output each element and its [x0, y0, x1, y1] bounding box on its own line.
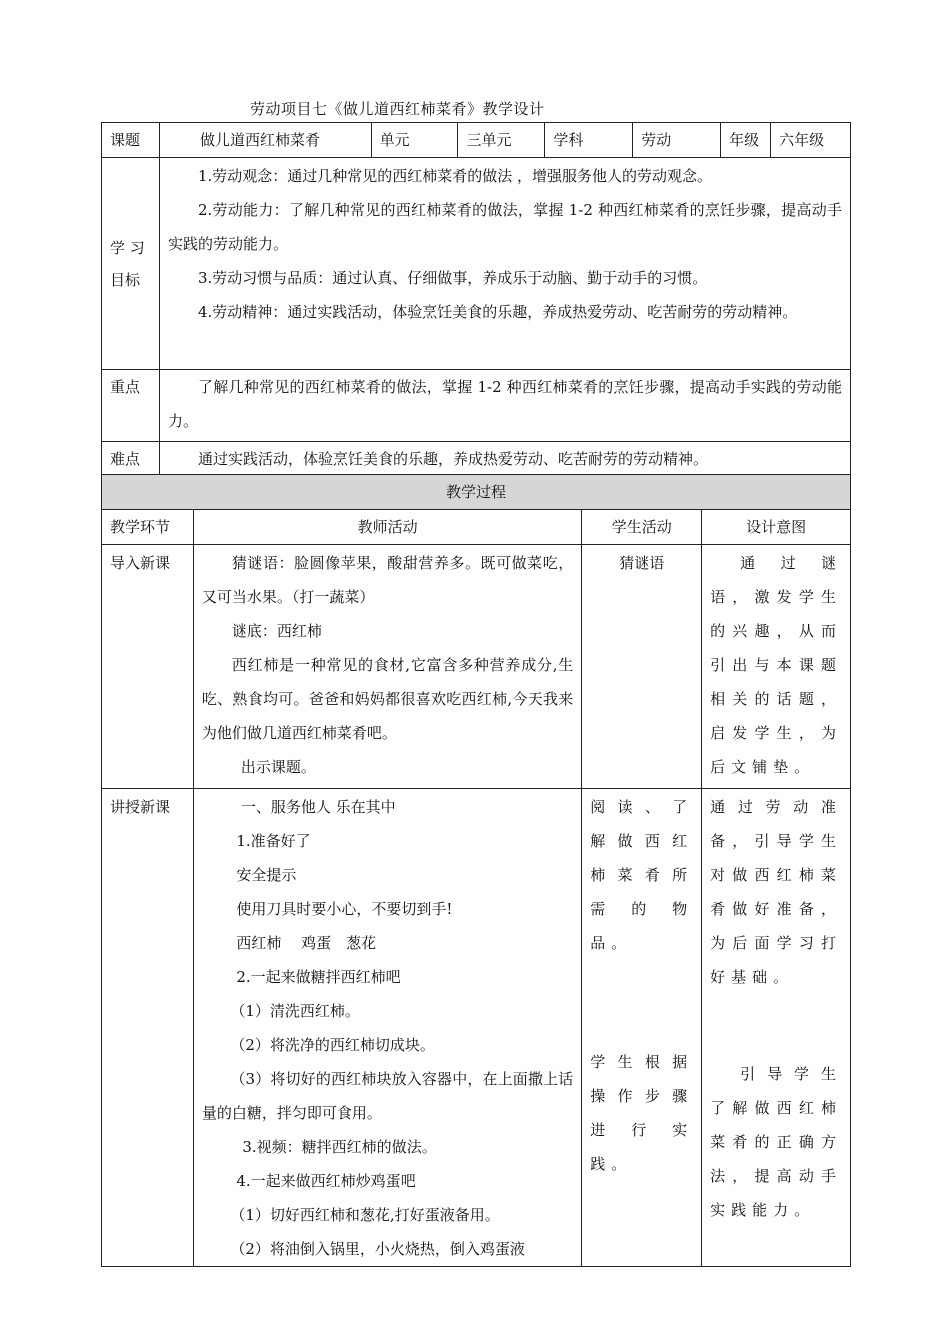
- subject-value: 劳动: [633, 123, 721, 158]
- subject-label: 学科: [545, 123, 633, 158]
- student-activity-prepare: 阅读、了解做西红柿菜肴所需的物品。: [590, 798, 694, 952]
- objectives-label: [102, 158, 160, 370]
- objective-item: 2.劳动能力：了解几种常见的西红柿菜肴的做法，掌握 1-2 种西红柿菜肴的烹饪步骤，提高动手实践的劳动能力。: [167, 201, 842, 253]
- document-title: 劳动项目七《做儿道西红柿菜肴》教学设计: [250, 100, 545, 118]
- intro-teacher: [193, 545, 581, 789]
- teacher-line: 使用刀具时要小心，不要切到手!: [236, 900, 453, 918]
- teacher-line: 安全提示: [236, 866, 297, 884]
- objective-item: 3.劳动习惯与品质：通过认真、仔细做事，养成乐于动脑、勤于动手的习惯。: [197, 269, 708, 287]
- intent-practice: 引导学生了解做西红柿菜肴的正确方法，提高动手实践能力。: [710, 1065, 842, 1219]
- grade-label: 年级: [721, 123, 771, 158]
- lecture-teacher: [193, 789, 581, 1267]
- intro-row: [102, 545, 851, 789]
- teaching-process-table: [101, 474, 851, 1267]
- difficulty-label: 难点: [102, 442, 160, 478]
- objectives-label-line1: 学 习: [110, 238, 145, 257]
- process-title-row: [102, 475, 851, 510]
- teacher-line: 西红柿是一种常见的食材,它富含多种营养成分,生吃、熟食均可。爸爸和妈妈都很喜欢吃西红柿,今天我来为他们做几道西红柿菜肴吧。: [201, 656, 574, 742]
- key-point-label: 重点: [102, 370, 160, 442]
- teacher-line: （2）将油倒入锅里，小火烧热，倒入鸡蛋液: [230, 1240, 525, 1258]
- teacher-line: （3）将切好的西红柿块放入容器中，在上面撒上话量的白糖，拌匀即可食用。: [201, 1070, 574, 1122]
- header-teacher: 教师活动: [193, 510, 581, 545]
- header-stage: 教学环节: [102, 510, 194, 545]
- lecture-stage: 讲授新课: [102, 789, 194, 1267]
- unit-value: 三单元: [458, 123, 545, 158]
- student-activity-practice: 学生根据操作步骤进行实践。: [590, 1053, 694, 1173]
- info-row: [102, 123, 851, 158]
- teacher-line: 4.一起来做西红柿炒鸡蛋吧: [236, 1172, 416, 1190]
- objectives-label-line2: 目标: [110, 270, 141, 289]
- intent-prepare: 通过劳动准备，引导学生对做西红柿菜肴做好准备，为后面学习打好基础。: [710, 798, 842, 986]
- objectives-row: [102, 158, 851, 370]
- teacher-line: （1）切好西红柿和葱花,打好蛋液备用。: [230, 1206, 500, 1224]
- teacher-line: 猜谜语：脸圆像苹果，酸甜营养多。既可做菜吃，又可当水果。（打一蔬菜）: [201, 554, 574, 606]
- difficulty-row: [102, 442, 851, 478]
- lecture-student: [582, 789, 702, 1267]
- lecture-intent: [702, 789, 851, 1267]
- topic-value: 做儿道西红柿菜肴: [159, 123, 371, 158]
- teacher-line: （2）将洗净的西红柿切成块。: [230, 1036, 435, 1054]
- teacher-line: 西红柿 鸡蛋 葱花: [236, 934, 377, 952]
- process-title: 教学过程: [102, 475, 851, 510]
- teacher-line: 出示课题。: [240, 758, 316, 776]
- topic-label: 课题: [102, 123, 160, 158]
- header-student: 学生活动: [582, 510, 702, 545]
- teacher-line: 1.准备好了: [236, 832, 311, 850]
- objective-item: 1.劳动观念：通过几种常见的西红柿菜肴的做法 ，增强服务他人的劳动观念。: [197, 167, 713, 185]
- teacher-line: 2.一起来做糖拌西红柿吧: [236, 968, 401, 986]
- header-intent: 设计意图: [702, 510, 851, 545]
- intro-stage: 导入新课: [102, 545, 194, 789]
- lecture-row: [102, 789, 851, 1267]
- teacher-line: 3.视频：糖拌西红柿的做法。: [242, 1138, 437, 1156]
- teacher-line: 谜底：西红柿: [231, 622, 322, 640]
- teacher-line: （1）清洗西红柿。: [230, 1002, 360, 1020]
- objective-item: 4.劳动精神：通过实践活动，体验烹饪美食的乐趣，养成热爱劳动、吃苦耐劳的劳动精神。: [197, 303, 798, 321]
- grade-value: 六年级: [771, 123, 851, 158]
- intro-student: 猜谜语: [582, 545, 702, 789]
- process-header-row: [102, 510, 851, 545]
- course-info-table: [101, 122, 851, 478]
- unit-label: 单元: [371, 123, 458, 158]
- difficulty-text: 通过实践活动，体验烹饪美食的乐趣，养成热爱劳动、吃苦耐劳的劳动精神。: [159, 442, 850, 478]
- objectives-content: [159, 158, 850, 370]
- intro-intent: 通过谜语，激发学生的兴趣，从而引出与本课题相关的话题，启发学生，为后文铺垫。: [702, 545, 851, 789]
- key-point-row: [102, 370, 851, 442]
- teacher-line: 一、服务他人 乐在其中: [240, 798, 396, 816]
- key-point-text: 了解几种常见的西红柿菜肴的做法，掌握 1-2 种西红柿菜肴的烹饪步骤，提高动手实践的劳动能力。: [159, 370, 850, 442]
